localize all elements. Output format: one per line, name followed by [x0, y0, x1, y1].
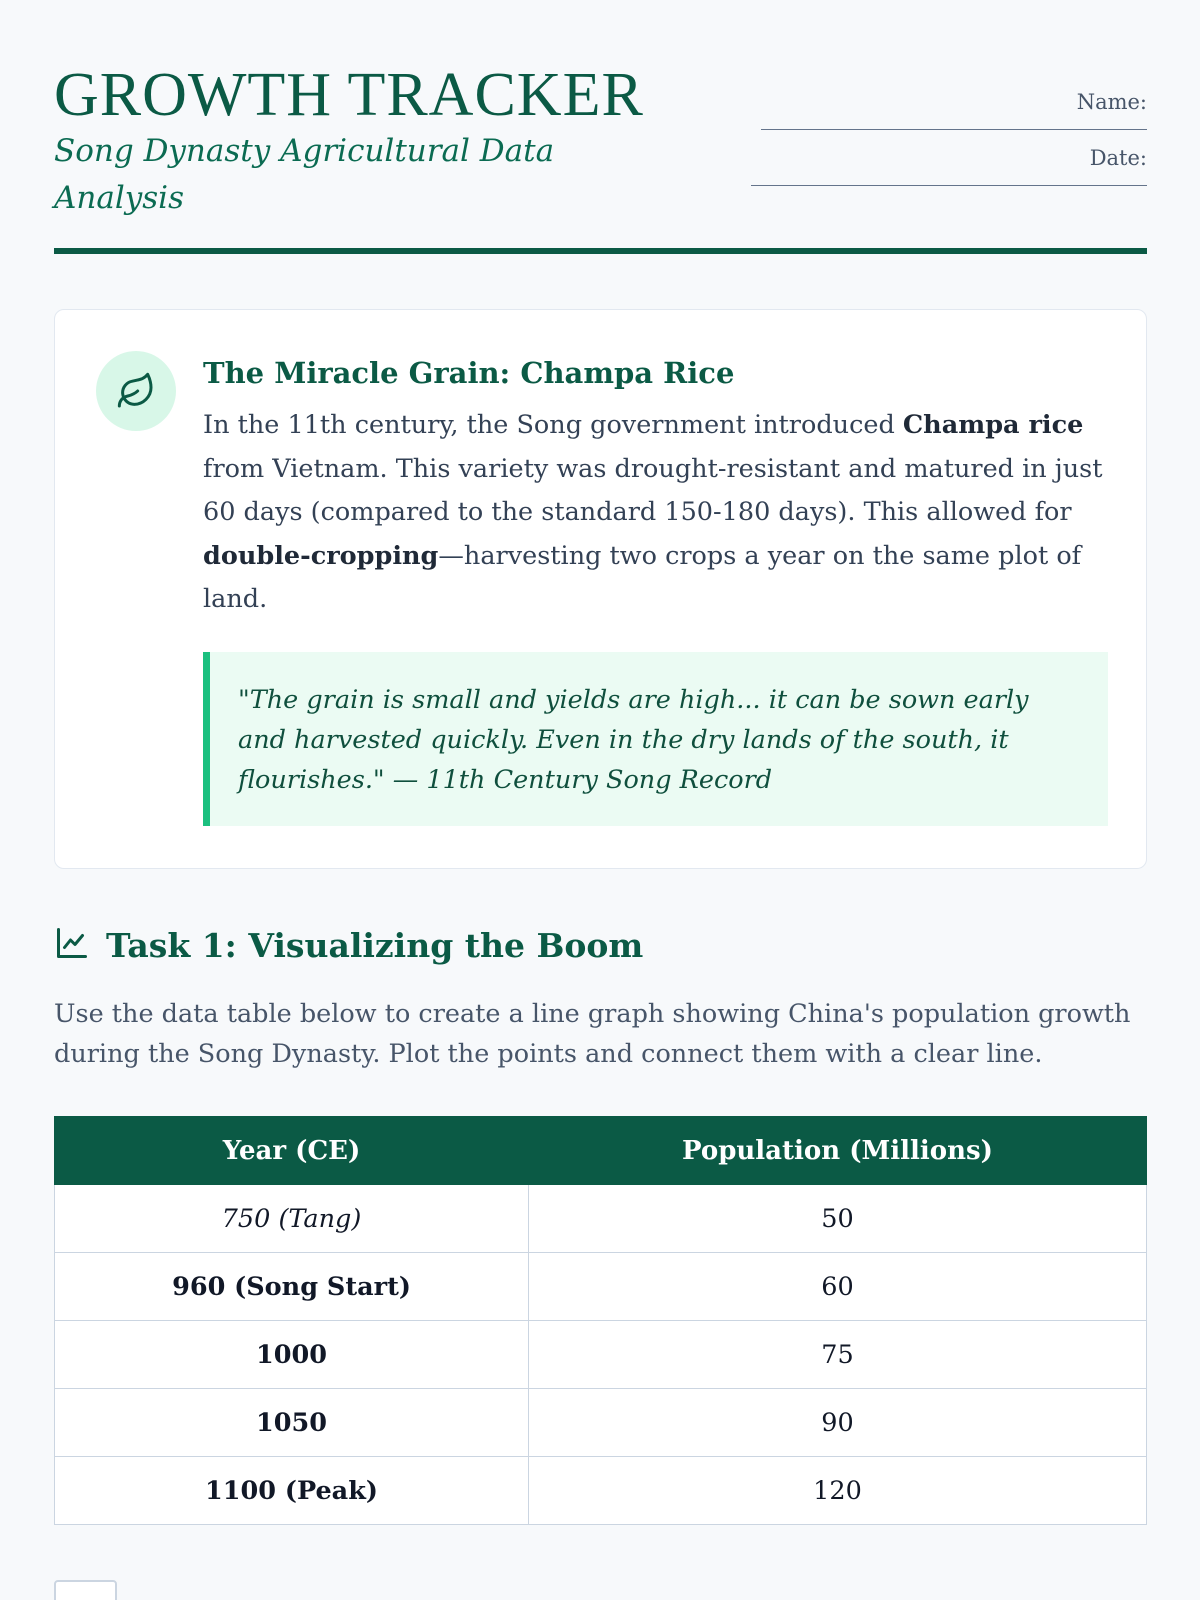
primary-source-quote: "The grain is small and yields are high... it can be sown early and harvested quickly. Even in the dry lands of the south, it flourishes." — 11th Century Song Record	[203, 652, 1108, 826]
population-cell: 50	[529, 1185, 1147, 1253]
name-label: Name:	[1076, 90, 1147, 114]
date-field[interactable]	[751, 170, 1147, 186]
table-row	[55, 1185, 1147, 1253]
year-cell: 1000	[55, 1321, 529, 1389]
population-table	[54, 1116, 1147, 1525]
year-cell: 960 (Song Start)	[55, 1253, 529, 1321]
population-cell: 120	[529, 1457, 1147, 1525]
line-chart-icon	[54, 925, 90, 965]
table-row	[55, 1321, 1147, 1389]
table-row	[55, 1457, 1147, 1525]
table-row	[55, 1253, 1147, 1321]
year-cell: 1050	[55, 1389, 529, 1457]
page-title: GROWTH TRACKER	[54, 61, 644, 129]
worksheet-page	[54, 0, 1147, 1506]
year-cell: 1100 (Peak)	[55, 1457, 529, 1525]
table-row	[55, 1389, 1147, 1457]
date-label: Date:	[1089, 146, 1147, 170]
paragraph-text: from Vietnam. This variety was drought-resistant and matured in just 60 days (compared to the standard 150-180 days). This allowed for	[203, 453, 1103, 527]
card-body	[203, 356, 1113, 826]
name-field[interactable]	[761, 114, 1147, 130]
header	[54, 0, 1147, 256]
answer-box[interactable]	[54, 1580, 117, 1600]
card-title: The Miracle Grain: Champa Rice	[203, 356, 735, 390]
task-header	[54, 925, 643, 965]
year-cell: 750 (Tang)	[55, 1185, 529, 1253]
page-subtitle: Song Dynasty Agricultural Data Analysis	[54, 133, 555, 216]
column-header-year: Year (CE)	[55, 1117, 529, 1185]
leaf-icon	[96, 351, 176, 431]
column-header-population: Population (Millions)	[529, 1117, 1147, 1185]
info-card	[54, 309, 1147, 869]
population-cell: 60	[529, 1253, 1147, 1321]
task-title: Task 1: Visualizing the Boom	[106, 925, 644, 965]
population-cell: 90	[529, 1389, 1147, 1457]
paragraph-text: —harvesting two crops a year on the same plot of land.	[203, 540, 1082, 614]
population-cell: 75	[529, 1321, 1147, 1389]
card-paragraph	[203, 404, 1113, 622]
table-header-row	[55, 1117, 1147, 1185]
header-divider	[54, 248, 1147, 254]
highlight-double-cropping: double-cropping	[203, 540, 439, 571]
paragraph-text: In the 11th century, the Song government introduced	[203, 410, 903, 440]
highlight-champa-rice: Champa rice	[902, 410, 1084, 440]
task-description: Use the data table below to create a line graph showing China's population growth during the Song Dynasty. Plot the points and connect them with a clear line.	[54, 999, 1131, 1069]
student-info	[747, 90, 1147, 202]
